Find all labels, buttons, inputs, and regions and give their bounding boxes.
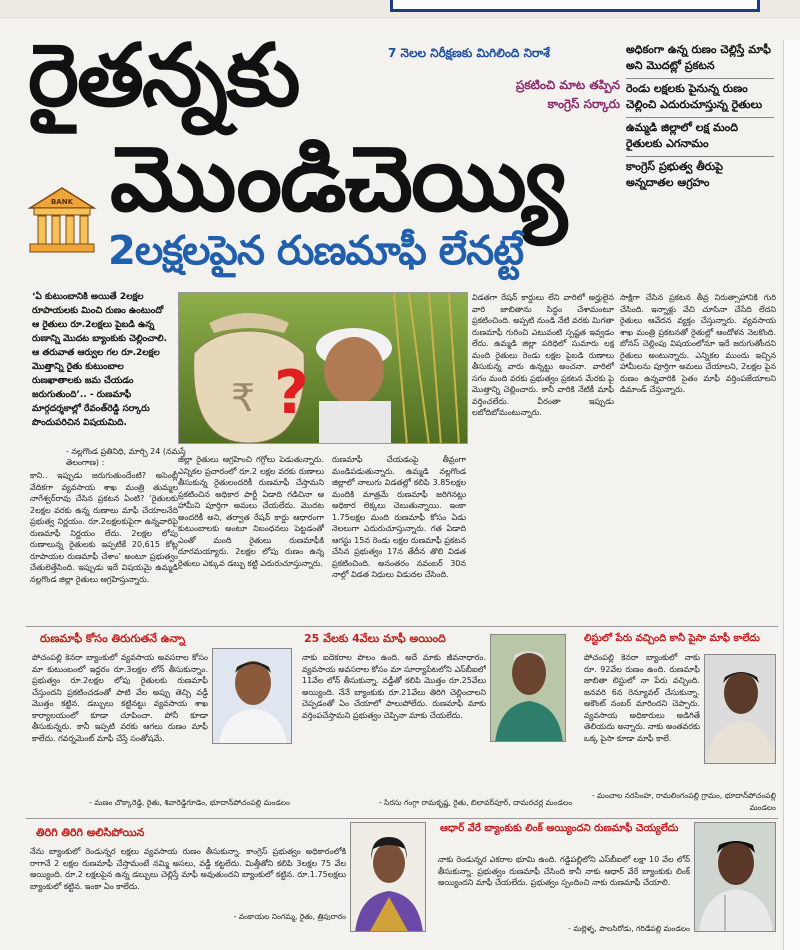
masthead-box [390,0,760,12]
subhead-purple-line2: కాంగ్రెస్ సర్కారు [547,97,620,111]
headline-line2: మొండిచెయ్యి [110,127,565,232]
story5-title [440,822,700,836]
story1-text: పోచంపల్లి కెనరా బ్యాంకులో వ్యవసాయ అవసరాల కోసం మా కుటుంబంలో ఇద్దరం రూ.3లక్షల లోన్ తీసుకున్నాం. ప్రభుత్వం రూ.2లక్షల లోపు రైతులకు రుణమాఫీ చేస్తుందని ప్రకటించడంతో పాటి వేల అప్పు తెచ్చి వడ్డీ మొత్తం కట్టిన. డబ్బులు కట్టినట్టు వ్యవసాయ శాఖ కార్యాలయంలో కూడా చూపించా. పోనీ కూడా తీసుకున్నరు. కానీ ఇప్పటి వరకు ఆగలు రుణం మాఫీ కాలేదు. గవర్నమెంట్ మాఫీ చేస్తే సంతోషమే. [32,653,208,743]
body-col2: జిల్లా రైతులు ఆగ్రహించి గగ్గోలు పెడుతున్నారు. ఎన్నికల ప్రచారంలో రూ.2 లక్షల వరకు రుణాలు తీసుకున్న రైతులందరికీ రుణమాఫీ చేస్తామని ప్రకటించిన అధికార పార్టీ ఏడాది గడిచినా ఆ హామీని పూర్తిగా అమలు చేయలేదు. మొదట అందరికీ అని, తర్వాత రేషన్ కార్డు ఆధారంగా కుటుంబాలకు అంటూ నిబంధనలు పెట్టడంతో ఎంతో మంది రైతులు రుణమాఫీకి దూరమయ్యారు. 2లక్షల లోపు రుణం ఉన్న రైతులు ఎక్కువ డబ్బు కట్టి ఎదురుచూస్తున్నారు. [178,455,324,568]
story1-portrait [212,648,292,744]
story4-portrait [350,822,426,932]
story3-title: లిస్టులో పేరు వచ్చింది కానీ పైసా మాఫీ కాలేదు [584,633,760,644]
body-col4: విడతగా రేషన్ కార్డులు లేని వారిలో అర్హులైన వారి జాబితాను సిద్ధం చేశామంటూ ప్రకటించింది. అప్పటి నుండి నేటి వరకు మిగతా రుణమాఫీ గురించి ఎటువంటి స్పష్టత ఇవ్వడం లేదు. ఉమ్మడి జిల్లా పరిధిలో సుమారు లక్ష మంది రైతులు రెండు లక్షల పైబడి రుణాలు తీసుకున్న వారు ఉన్నట్టు అంచనా. వారిలో సగం మంది వరకు ప్రభుత్వం ప్రకటన మేరకు పై మొత్తాన్ని చెల్లించారు. కానీ వారికి నేటికీ మాఫీ వర్తించలేదు. వీరంతా ఇప్పుడు లబోదిబోమంటున్నారు. [472,293,614,417]
body-col5: సాక్షిగా చేసిన ప్రకటన తీవ్ర నిరుత్సాహానికి గురి చేసింది. ఇన్నాళ్లు వేచి చూసినా చేసేది లేదని రైతులు ఆవేదన వ్యక్తం చేస్తున్నారు. వ్యవసాయ శాఖ మంత్రి ప్రకటనతో రైతుల్లో ఆందోళన నెలకొంది. బోనస్ చెల్లింపు విషయంలోనూ ఇదే జరుగుతోందని రైతులు అంటున్నారు. ఎన్నికల ముందు ఇచ్చిన హామీలను పూర్తిగా అమలు చేయాలని, 2లక్షల పైన రుణం ఉన్నవారికి సైతం మాఫీ వర్తింపజేయాలని డిమాండ్ చేస్తున్నారు. [620,293,776,394]
svg-text:₹: ₹ [231,376,256,420]
kicker-item: రెండు లక్షలకు పైనున్న రుణం చెల్లించి ఎదురుచూస్తున్న రైతులు [626,79,774,118]
subhead-purple [440,76,620,114]
kicker-list [626,40,774,195]
story5-portrait [694,822,776,932]
story2-portrait [490,634,566,742]
story1-signature: - మణం చొక్కారెడ్డి, రైతు, శివారెడ్డిగూడెం, భూదాన్‌పోచంపల్లి మండలం [89,798,290,807]
kicker-item: కాంగ్రెస్ ప్రభుత్వ తీరుపై అన్నదాతల ఆగ్రహం [626,160,723,189]
section-divider [26,626,778,627]
story3-signature: - మంచాల నరసింహ, రామలింగంపల్లి గ్రామం, భూదాన్‌పోచంపల్లి మండలం [591,791,776,812]
story3-text: పోచంపల్లి కెనరా బ్యాంకులో నాకు రూ. 92వేల రుణం ఉంది. రుణమాఫీ జాబితా లిస్టులో నా పేరు వచ్చింది. జనవరి 6న రెన్యూవల్ చేసుకున్నా. అకౌంట్ నంబర్ మారిందని చెప్పారు. వ్యవసాయ అధికారులు అడిగితే తెలియదు అన్నారు. నాకు అంతవరకు ఒక్క పైసా కూడా మాఫీ కాలే. [584,653,700,743]
story4-title: తిరిగి తిరిగి అలిసిపోయిన [36,826,145,839]
section-divider-2 [26,818,778,819]
story5-signature: - మల్లెళ్ళ, పాలసిరోడు, గరిడేపల్లి మండలం [568,924,690,933]
story3-portrait [704,654,776,764]
subhead-purple-line1: ప్రకటించి మాట తప్పిన [515,78,620,92]
headline-line1: రైతన్నకు [28,26,299,126]
dateline: - నల్లగొండ ప్రతినిధి, మార్చి 24 (నమస్తే తెలంగాణ) : [66,447,186,467]
story2-signature: - సిరసు గంగ్గా రామకృష్ణ, రైతు, బిలావర్‌పూర్, దామరచర్ల మండలం [378,798,572,807]
body-col1: కాని.. ఇప్పుడు జరుగుతుందేంటి? అసెంబ్లీ వేదికగా వ్యవసాయ శాఖ మంత్రి తుమ్మల నాగేశ్వర్‌రావు చేసిన ప్రకటన ఏంటి? ‘రైతులకు 2లక్షల వరకు ఉన్న రుణాలు మాఫీ చేయాలనేది ప్రభుత్వ నిర్ణయం. రూ.2లక్షలకుపైగా ఉన్నవారిపై రుణమాఫీ నిర్ణయం లేదు. 2లక్షల లోపు రుణాలున్న రైతులకు ఇప్పటికే 20,615 కోట్ల రూపాయల రుణమాఫీ చేశాం’ అంటూ ప్రభుత్వం చేతులెత్తేసింది. ఇప్పుడు ఇదే విషయమై ఉమ్మడి నల్లగొండ జిల్లా రైతులు ఆగ్రహిస్తున్నారు. [30,471,178,584]
story1-title: రుణమాఫీ కోసం తిరుగుతనే ఉన్నా [40,632,186,645]
intro-quote: ‘ఏ కుటుంబానికి అయితే 2లక్షల రూపాయలకు మించి రుణం ఉంటుందో ఆ రైతులు రూ.2లక్షలు పైబడి ఉన్న రుణాన్ని మొదట బ్యాంకుకు చెల్లించాలి. ఆ తరువాత ఆర్వుల గల రూ.2లక్షల మొత్తాన్ని రైతు కుటుంబాల రుణఖాతాలకు జమ చేయడం జరుగుతుంది’.. - రుణమాఫీ మార్గదర్శకాల్లో రేవంత్‌రెడ్డి సర్కారు పొందుపరిచిన విషయమిది. [32,292,168,428]
story5-text: నాకు రెండున్నర ఎకరాల భూమి ఉంది. గడ్డిపల్లిలోని ఎస్‌బీఐలో లక్షా 10 వేల లోన్ తీసుకున్నా. ప్రభుత్వం రుణమాఫీ చేసింది కానీ నాకు ఆధార్ వేరే బ్యాంకుకు లింక్ అయ్యిందని మాఫీ చేయలేదు. ప్రభుత్వం స్పందించి నాకు రుణమాఫీ చేయాలి. [438,855,690,887]
story5-title-text: ఆధార్ వేరే బ్యాంకుకు లింక్ అయ్యిందని రుణమాఫీ చెయ్యలేదు [440,823,679,834]
story4-text: నేను బ్యాంకులో రెండున్నర లక్షలు వ్యవసాయ రుణం తీసుకున్నా. కాంగ్రెస్ ప్రభుత్వం అధికారంలోకి రాగానే 2 లక్షల రుణమాఫీ చేస్తామంటే నమ్మి అసలు, వడ్డీ కట్టలేదు. మిత్తీతోని కలిపి 3లక్షల 75 వేల అయ్యింది. రూ.2 లక్షలపైన ఉన్న డబ్బులు చెల్లిస్తే మాఫీ అవుతుందని బ్యాంకులో కట్టిన. రూ.1.75లక్షలు బ్యాంకులో కట్టిన. ఇంకా ఏం కాలేదు. [30,847,346,891]
story2-title: 25 వేలకు 4వేలు మాఫీ అయింది [304,632,446,645]
farmer-moneybag-photo [178,292,468,444]
adjacent-column-strip [783,40,800,950]
svg-text:?: ? [274,358,309,428]
body-col3: రుణమాఫీ చేయడంపై తీవ్రంగా మండిపడుతున్నారు. ఉమ్మడి నల్లగొండ జిల్లాలో నాలుగు విడతల్లో కలిపి 3.85లక్షల మందికి మాత్రమే రుణమాఫీ జరిగినట్లు అధికార లెక్కలు చెబుతున్నాయి. ఇంకా 1.75లక్షల మంది రుణమాఫీ కోసం ఏడు నెలలుగా ఎదురుచూస్తున్నారు. గత ఏడాది ఆగస్టు 15న రెండు లక్షల రుణమాఫీ ప్రకటన చేసిన ప్రభుత్వం 17న తేదీన తొలి విడత ప్రకటించింది. అనంతరం నవంబర్ 30న నాల్గో విడత నిధులు విడుదల చేసింది. [332,455,466,579]
kicker-item: ఉమ్మడి జిల్లాలో లక్ష మంది రైతులకు ఎగనామం [626,118,774,157]
subhead-red: 7 నెలల నిరీక్షణకు మిగిలింది నిరాశే [388,46,550,60]
story4-signature: - వంకాయల నింగమ్మ, రైతు, త్రిపురారం [233,912,346,921]
svg-text:BANK: BANK [50,198,74,206]
headline-line3: 2లక్షలపైన రుణమాఫీ లేనట్టే [108,228,524,274]
story2-text: నాకు ఐదెకరాల పొలం ఉంది. అదే మాకు జీవనాధారం. వ్యవసాయ అవసరాల కోసం మా సూర్యాపేటలోని ఎస్‌బీఐలో 11వేల లోన్ తీసుకున్నా. వడ్డీతో కలిపి మొత్తం రూ.25వేలు అయ్యింది. నేనే బ్యాంకుకు రూ.21వేలు తిరిగి చెల్లించాలని చెప్పడంతో ఏం చేయాలో పాలుపోలేదు. రుణమాఫీ మాకు వర్తింపచేస్తామని ప్రభుత్వం చెప్పినా మాకు చేయలేదు. [302,653,486,720]
kicker-item: అధికంగా ఉన్న రుణం చెల్లిస్తే మాఫీ అని మొదట్లో ప్రకటన [626,40,774,79]
bank-icon [26,186,98,256]
